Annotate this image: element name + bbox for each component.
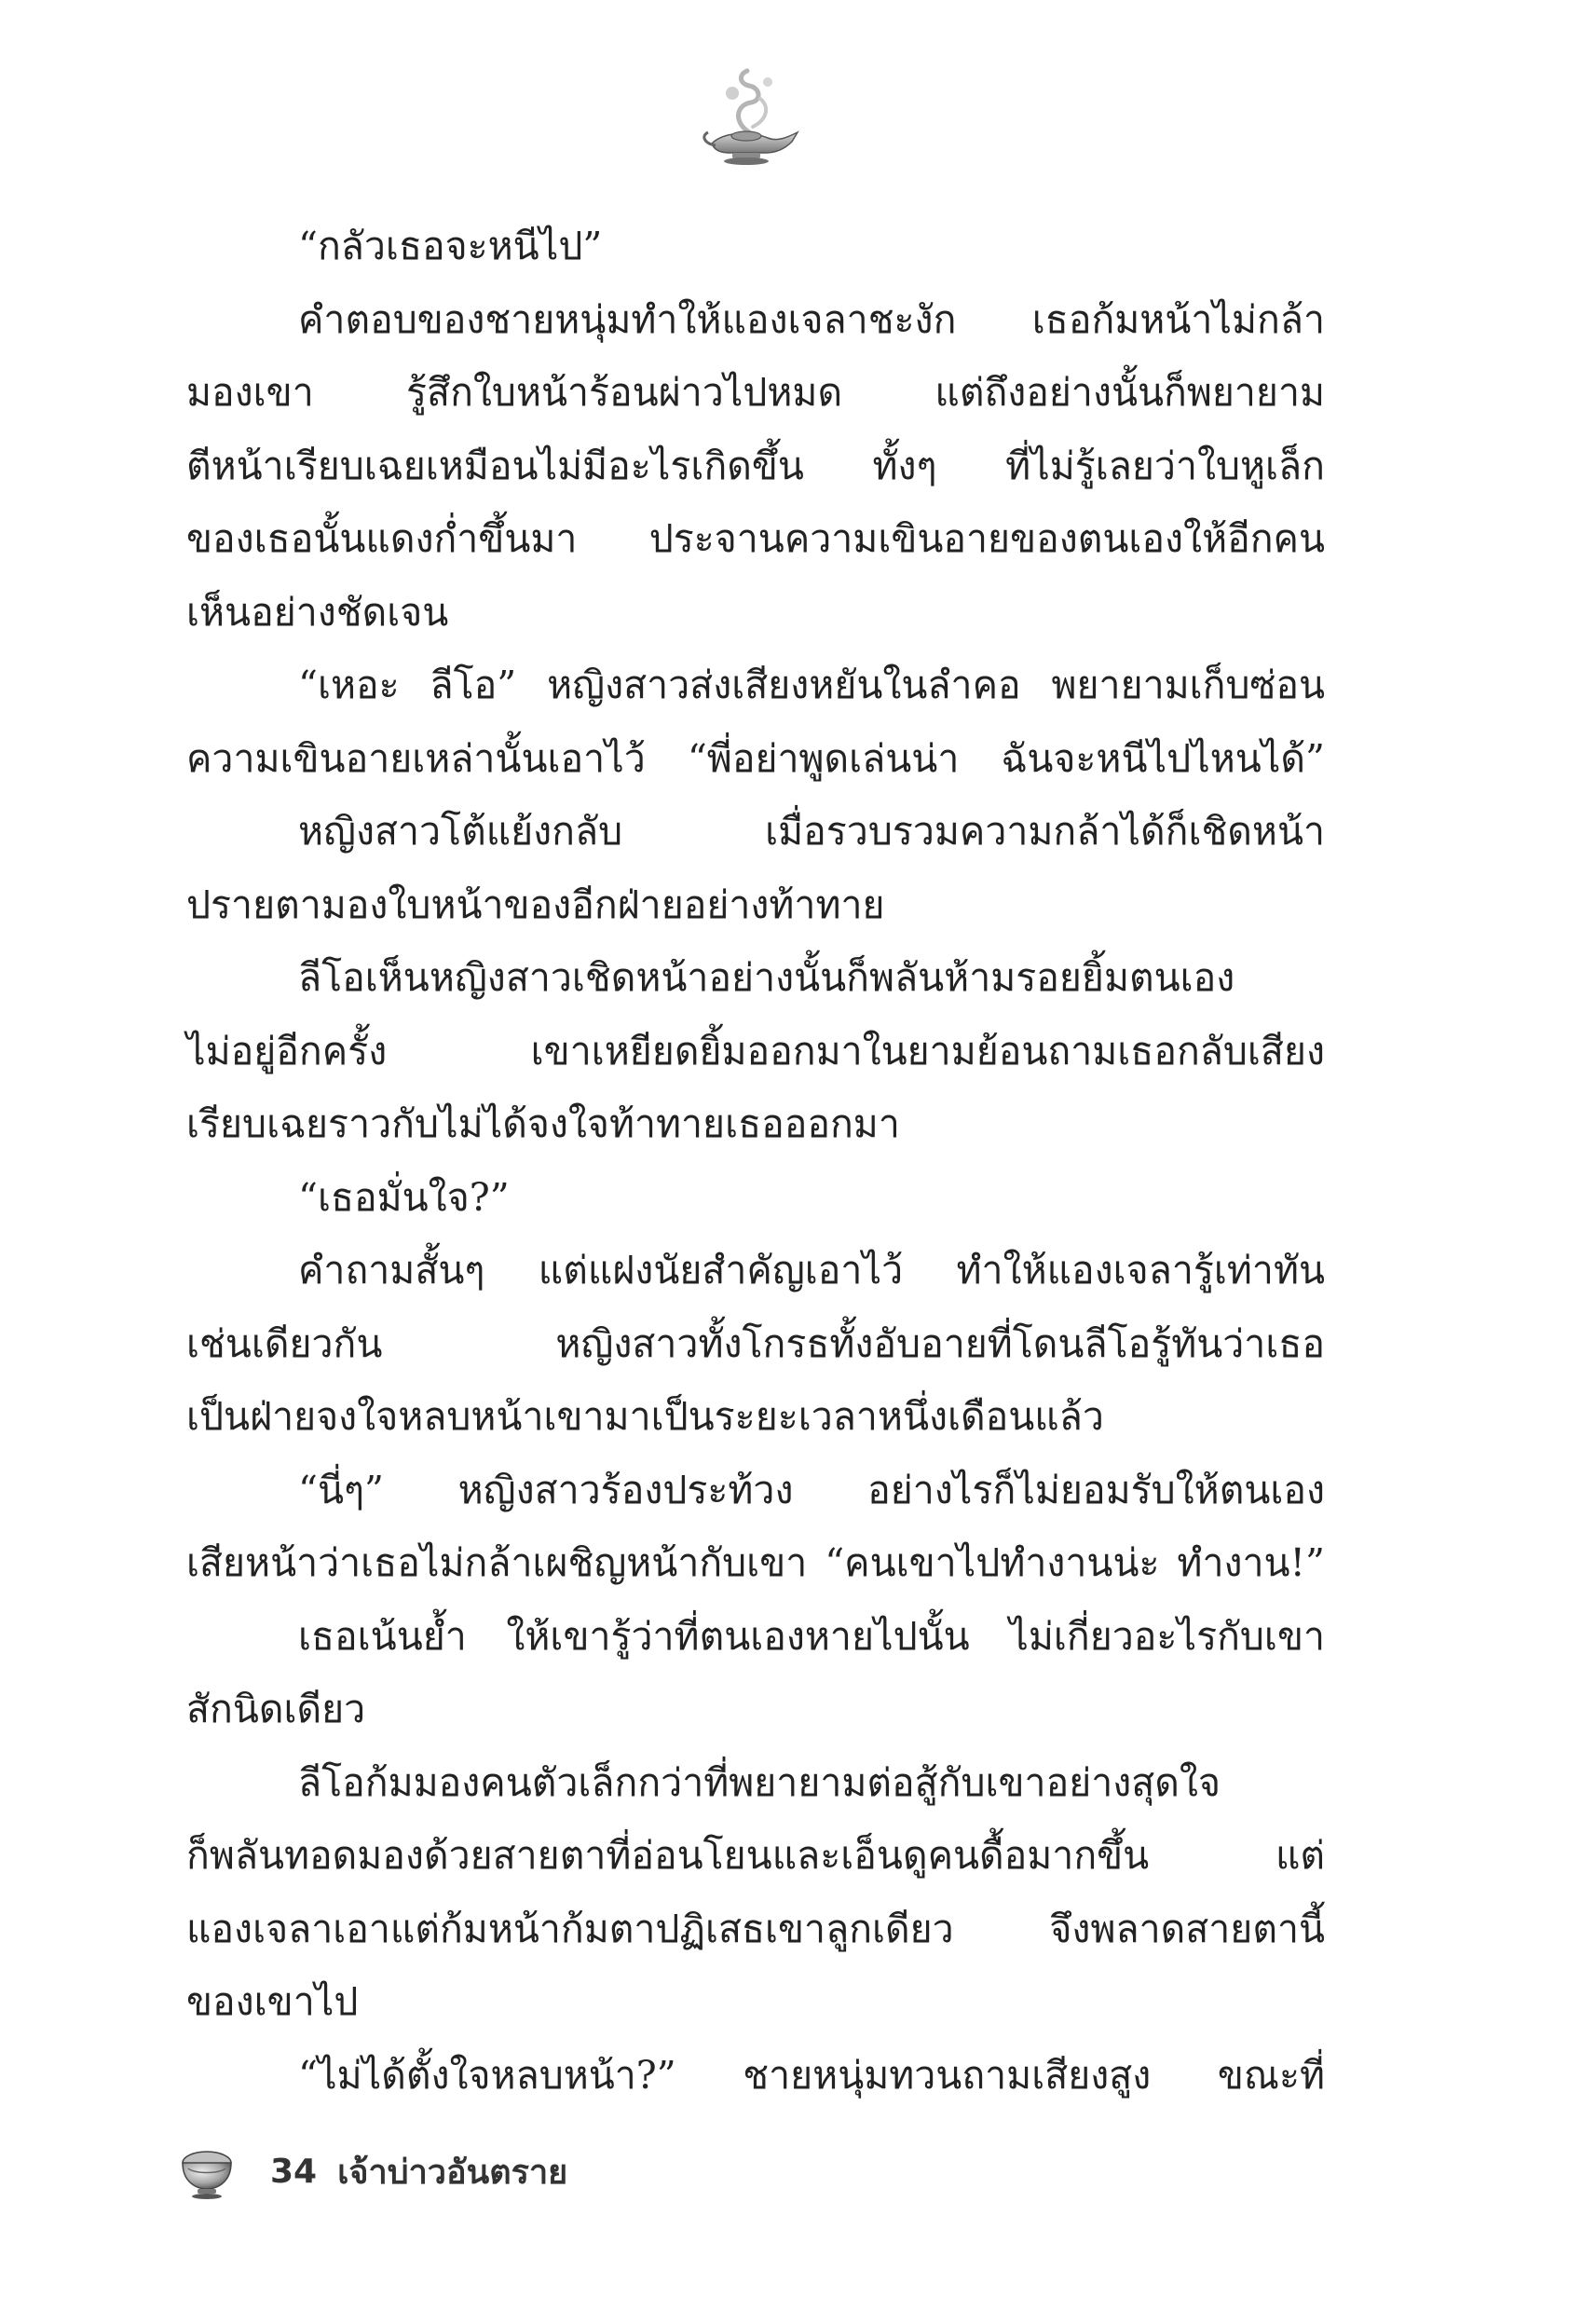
text-line: ตีหน้าเรียบเฉยเหมือนไม่มีอะไรเกิดขึ้น ทั้งๆ ที่ไม่รู้เลยว่าใบหูเล็ก: [186, 443, 1325, 488]
text-line: “ไม่ได้ตั้งใจหลบหน้า?” ชายหนุ่มทวนถามเสียงสูง ขณะที่: [298, 2052, 1325, 2098]
text-line: เห็นอย่างชัดเจน: [186, 589, 449, 635]
text-line: มองเขา รู้สึกใบหน้าร้อนผ่าวไปหมด แต่ถึงอย่างนั้นก็พยายาม: [186, 370, 1325, 415]
text-line: ความเขินอายเหล่านั้นเอาไว้ “พี่อย่าพูดเล่นน่า ฉันจะหนีไปไหนได้”: [186, 735, 1325, 781]
lamp-ornament-icon: [175, 2142, 239, 2200]
text-line: ลีโอก้มมองคนตัวเล็กกว่าที่พยายามต่อสู้กับเขาอย่างสุดใจ: [298, 1759, 1221, 1805]
text-line: สักนิดเดียว: [186, 1687, 366, 1731]
text-line: ก็พลันทอดมองด้วยสายตาที่อ่อนโยนและเอ็นดูคนดื้อมากขึ้น แต่: [186, 1833, 1325, 1878]
text-line: ลีโอเห็นหญิงสาวเชิดหน้าอย่างนั้นก็พลันห้ามรอยยิ้มตนเอง: [298, 955, 1235, 1000]
text-line: ปรายตามองใบหน้าของอีกฝ่ายอย่างท้าทาย: [186, 882, 885, 927]
text-line: ไม่อยู่อีกครั้ง เขาเหยียดยิ้มออกมาในยามย้อนถามเธอกลับเสียง: [186, 1028, 1325, 1073]
text-line: “นี่ๆ” หญิงสาวร้องประท้วง อย่างไรก็ไม่ยอมรับให้ตนเอง: [298, 1467, 1325, 1512]
text-line: หญิงสาวโต้แย้งกลับ เมื่อรวบรวมความกล้าได้ก็เชิดหน้า: [298, 809, 1325, 854]
text-line: เช่นเดียวกัน หญิงสาวทั้งโกรธทั้งอับอายที่โดนลีโอรู้ทันว่าเธอ: [186, 1320, 1325, 1366]
body-text: [186, 210, 1325, 2112]
text-line: “เหอะ ลีโอ” หญิงสาวส่งเสียงหยันในลำคอ พยายามเก็บซ่อน: [298, 663, 1325, 707]
page-footer: [175, 2129, 567, 2213]
text-line: คำถามสั้นๆ แต่แฝงนัยสำคัญเอาไว้ ทำให้แองเจลารู้เท่าทัน: [298, 1248, 1325, 1292]
text-line: “เธอมั่นใจ?”: [298, 1174, 510, 1220]
text-line: ของเธอนั้นแดงก่ำขึ้นมา ประจานความเขินอายของตนเองให้อีกคน: [186, 516, 1325, 561]
text-line: เรียบเฉยราวกับไม่ได้จงใจท้าทายเธอออกมา: [186, 1101, 900, 1146]
text-line: คำตอบของชายหนุ่มทำให้แองเจลาชะงัก เธอก้มหน้าไม่กล้า: [298, 296, 1325, 342]
text-line: ของเขาไป: [186, 1979, 359, 2024]
book-title: เจ้าบ่าวอันตราย: [337, 2153, 568, 2192]
text-line: “กลัวเธอจะหนีไป”: [298, 224, 603, 268]
page-number: 34: [270, 2152, 318, 2191]
text-line: เธอเน้นย้ำ ให้เขารู้ว่าที่ตนเองหายไปนั้น ไม่เกี่ยวอะไรกับเขา: [298, 1613, 1325, 1659]
text-line: เสียหน้าว่าเธอไม่กล้าเผชิญหน้ากับเขา “คนเขาไปทำงานน่ะ ทำงาน!”: [186, 1540, 1325, 1585]
text-line: เป็นฝ่ายจงใจหลบหน้าเขามาเป็นระยะเวลาหนึ่งเดือนแล้ว: [186, 1394, 1104, 1439]
text-line: แองเจลาเอาแต่ก้มหน้าก้มตาปฏิเสธเขาลูกเดียว จึงพลาดสายตานี้: [186, 1906, 1325, 1951]
genie-lamp-ornament-icon: [695, 65, 807, 168]
